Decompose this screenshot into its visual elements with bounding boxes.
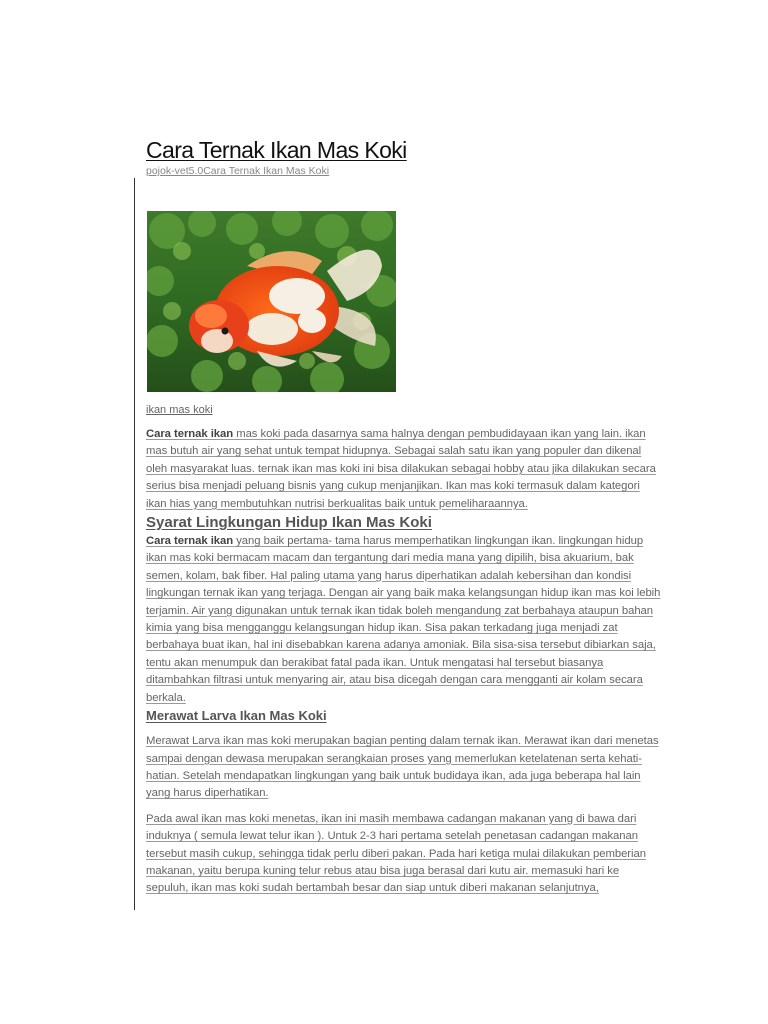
intro-paragraph [146,426,662,513]
rating: 5.0 [188,165,204,177]
image-caption[interactable]: ikan mas koki [146,404,213,416]
section1-lead[interactable]: Cara ternak ikan [146,535,234,548]
article-link[interactable]: Cara Ternak Ikan Mas Koki [203,165,330,177]
intro-text: mas koki pada dasarnya sama halnya dengan pembudidayaan ikan yang lain. ikan mas butuh air yang sehat untuk tempat hidupnya. Sebagai salah satu ikan yang populer dan dikenal oleh masyarakat luas. ternak ikan mas koki ini bisa dilakukan sebagai hobby atau jika dilakukan secara serius bisa menjadi peluang bisnis yang cukup menjanjikan. Ikan mas koki termasuk dalam kategori ikan hias yang membutuhkan nutrisi berkualitas baik untuk pemeliharaannya. [146,428,656,510]
section-heading-larva[interactable]: Merawat Larva Ikan Mas Koki [146,708,327,724]
section2-paragraph-2: Pada awal ikan mas koki menetas, ikan ini masih membawa cadangan makanan yang di bawa dari induknya ( semula lewat telur ikan ). Untuk 2-3 hari pertama setelah penetasan cadangan makanan tersebut masih cukup, sehingga tidak perlu diberi pakan. Pada hari ketiga mulai dilakukan pemberian makanan, yaitu berupa kuning telur rebus atau bisa juga berasal dari kutu air. memasuki hari ke sepuluh, ikan mas koki sudah bertambah besar dan siap untuk diberi makanan selanjutnya, [146,812,646,895]
goldfish-photo [147,211,396,392]
page-title[interactable]: Cara Ternak Ikan Mas Koki [146,137,407,163]
section1-text: yang baik pertama- tama harus memperhatikan lingkungan ikan. lingkungan hidup ikan mas koki bermacam macam dan tergantung dari media mana yang dipilih, bisa akuarium, bak semen, kolam, bak fiber. Hal paling utama yang harus diperhatikan adalah kebersihan dan kondisi lingkungan ternak ikan yang terjaga. Dengan air yang baik maka kelangsungan hidup ikan mas koi lebih terjamin. Air yang digunakan untuk ternak ikan tidak boleh mengandung zat berbahaya ataupun bahan kimia yang bisa mengganggu kelangsungan hidup ikan. Sisa pakan terkadang juga menjadi zat berbahaya buat ikan, hal ini disebabkan karena adanya amoniak. Bila sisa-sisa tersebut dibiarkan saja, tentu akan menumpuk dan berakibat fatal pada ikan. Untuk mengatasi hal tersebut biasanya ditambahkan filtrasi untuk menyaring air, atau bisa dicegah dengan cara mengganti air kolam secara berkala. [146,535,661,704]
section1-paragraph [146,533,662,707]
article-body [146,402,662,898]
intro-lead[interactable]: Cara ternak ikan [146,428,234,440]
author-link[interactable]: pojok-vet [146,165,189,177]
margin-rule [134,178,135,910]
section-heading-lingkungan[interactable]: Syarat Lingkungan Hidup Ikan Mas Koki [146,514,432,532]
section2-paragraph-1: Merawat Larva ikan mas koki merupakan bagian penting dalam ternak ikan. Merawat ikan dari menetas sampai dengan dewasa merupakan serangkaian proses yang memerlukan ketelatenan serta kehati-hatian. Setelah mendapatkan lingkungan yang baik untuk budidaya ikan, ada juga beberapa hal lain yang harus diperhatikan. [146,735,659,800]
byline [146,164,329,178]
